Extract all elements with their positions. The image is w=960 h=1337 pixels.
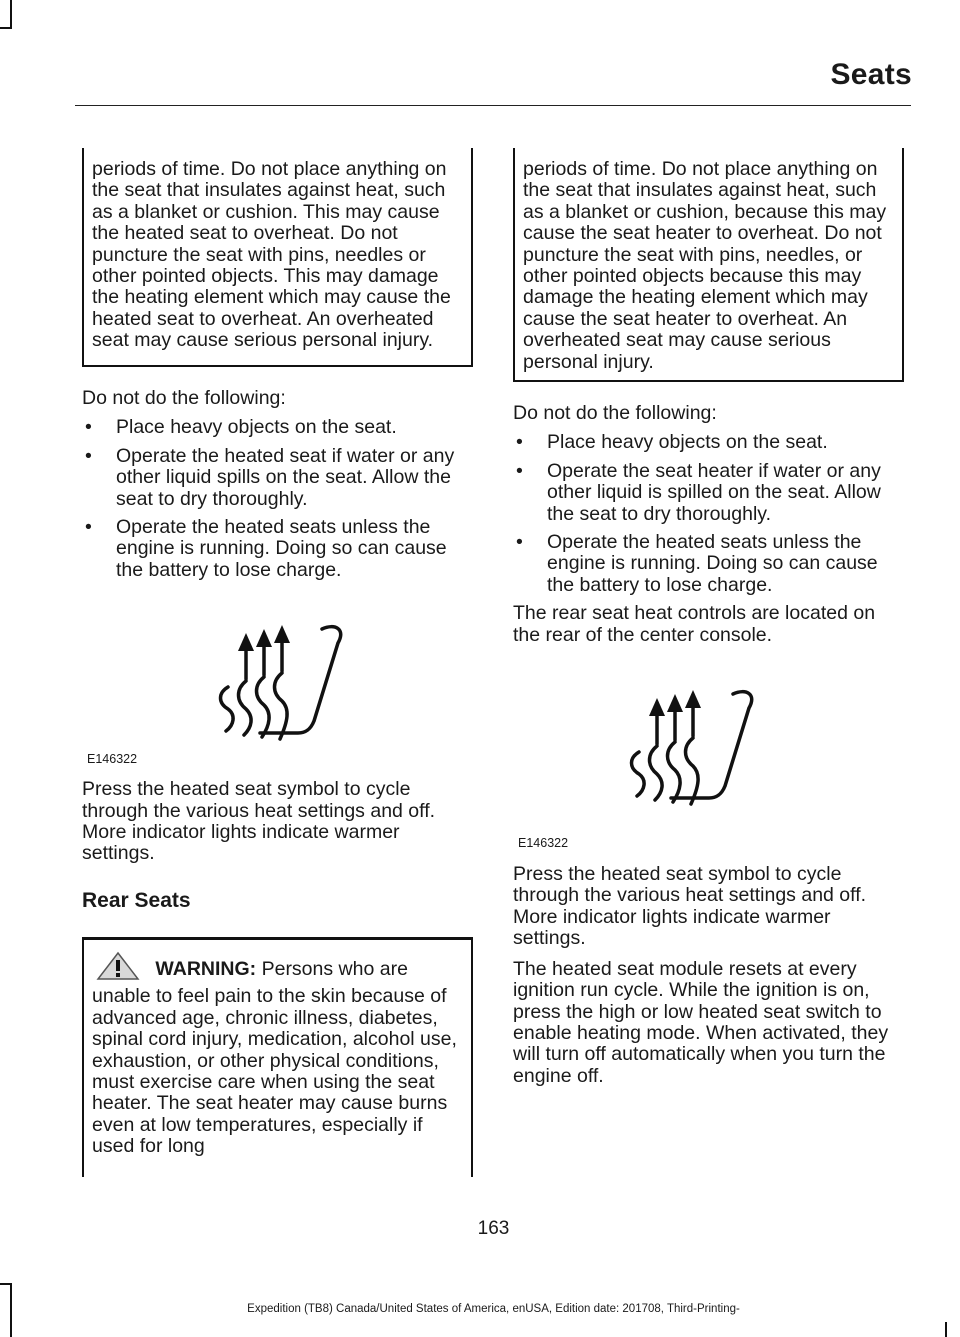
heated-seat-icon xyxy=(621,686,761,816)
warning-box-text: periods of time. Do not place anything on the seat that insulates against heat, such as a blanket or cushion, because this may cause the seat heater to overheat. Do not puncture the seat with pins, needles, or other pointed objects because this may damage the heating element which may cause the seat heater to overheat. An overheated seat may cause serious personal injury. xyxy=(523,158,887,373)
section-heading-rear-seats: Rear Seats xyxy=(82,888,191,912)
page-title: Seats xyxy=(830,58,912,91)
list-item: • Place heavy objects on the seat. xyxy=(82,417,473,438)
heated-seat-figure xyxy=(82,589,473,774)
warning-box-text: periods of time. Do not place anything on the seat that insulates against heat, such as a blanket or cushion. This may cause the heated seat to overheat. Do not puncture the seat with pins, needles or other pointed objects. This may damage the heating element which may cause the heated seat to overheat. An overheated seat may cause serious personal injury. xyxy=(92,158,451,352)
edition-footer: Expedition (TB8) Canada/United States of America, enUSA, Edition date: 201708, Third-Printing- xyxy=(247,1303,740,1315)
crop-mark-bottom-left-h xyxy=(0,1283,12,1285)
crop-mark-bottom-right xyxy=(945,1322,947,1337)
left-column xyxy=(82,148,473,1177)
header-rule xyxy=(75,105,911,106)
heated-seat-figure xyxy=(513,658,904,858)
press-instruction: Press the heated seat symbol to cycle through the various heat settings and off. More indicator lights indicate warmer settings. xyxy=(82,778,436,865)
list-item: • Operate the heated seats unless the engine is running. Doing so can cause the battery to lose charge. xyxy=(82,517,473,581)
press-instruction: Press the heated seat symbol to cycle through the various heat settings and off. More indicator lights indicate warmer settings. xyxy=(513,863,867,950)
list-item: • Operate the heated seat if water or any other liquid spills on the seat. Allow the seat to dry thoroughly. xyxy=(82,446,473,510)
page-number: 163 xyxy=(477,1218,510,1239)
warning-box-continued xyxy=(513,148,904,382)
warning-box-continued xyxy=(82,148,473,367)
warning-box xyxy=(82,937,473,1177)
location-text: The rear seat heat controls are located on the rear of the center console. xyxy=(513,602,876,646)
list-item: • Place heavy objects on the seat. xyxy=(513,432,904,453)
reset-text: The heated seat module resets at every ignition run cycle. While the ignition is on, press the high or low heated seat switch to enable heating mode. When activated, they will turn off automatically when you turn the engine off. xyxy=(513,957,889,1087)
figure-code: E146322 xyxy=(87,752,138,767)
crop-mark-top-left xyxy=(10,0,12,27)
instruction-intro: Do not do the following: xyxy=(513,402,717,424)
heated-seat-icon xyxy=(210,621,350,751)
list-item: • Operate the seat heater if water or any other liquid is spilled on the seat. Allow the seat to dry thoroughly. xyxy=(513,461,904,525)
instruction-list xyxy=(82,417,473,581)
instruction-intro: Do not do the following: xyxy=(82,387,286,409)
list-item: • Operate the heated seats unless the engine is running. Doing so can cause the battery to lose charge. xyxy=(513,532,904,596)
figure-code: E146322 xyxy=(518,836,569,851)
instruction-list xyxy=(513,432,904,596)
warning-triangle-icon xyxy=(96,951,140,986)
right-column xyxy=(513,148,904,1087)
warning-text: Persons who are unable to feel pain to the skin because of advanced age, chronic illness, diabetes, spinal cord injury, medication, alcohol use, exhaustion, or other physical conditions, must exercise care when using the seat heater. The seat heater may cause burns even at low temperatures, especially if used for long xyxy=(92,957,457,1158)
crop-mark-top-left-h xyxy=(0,27,12,29)
warning-label: WARNING: xyxy=(155,957,257,980)
